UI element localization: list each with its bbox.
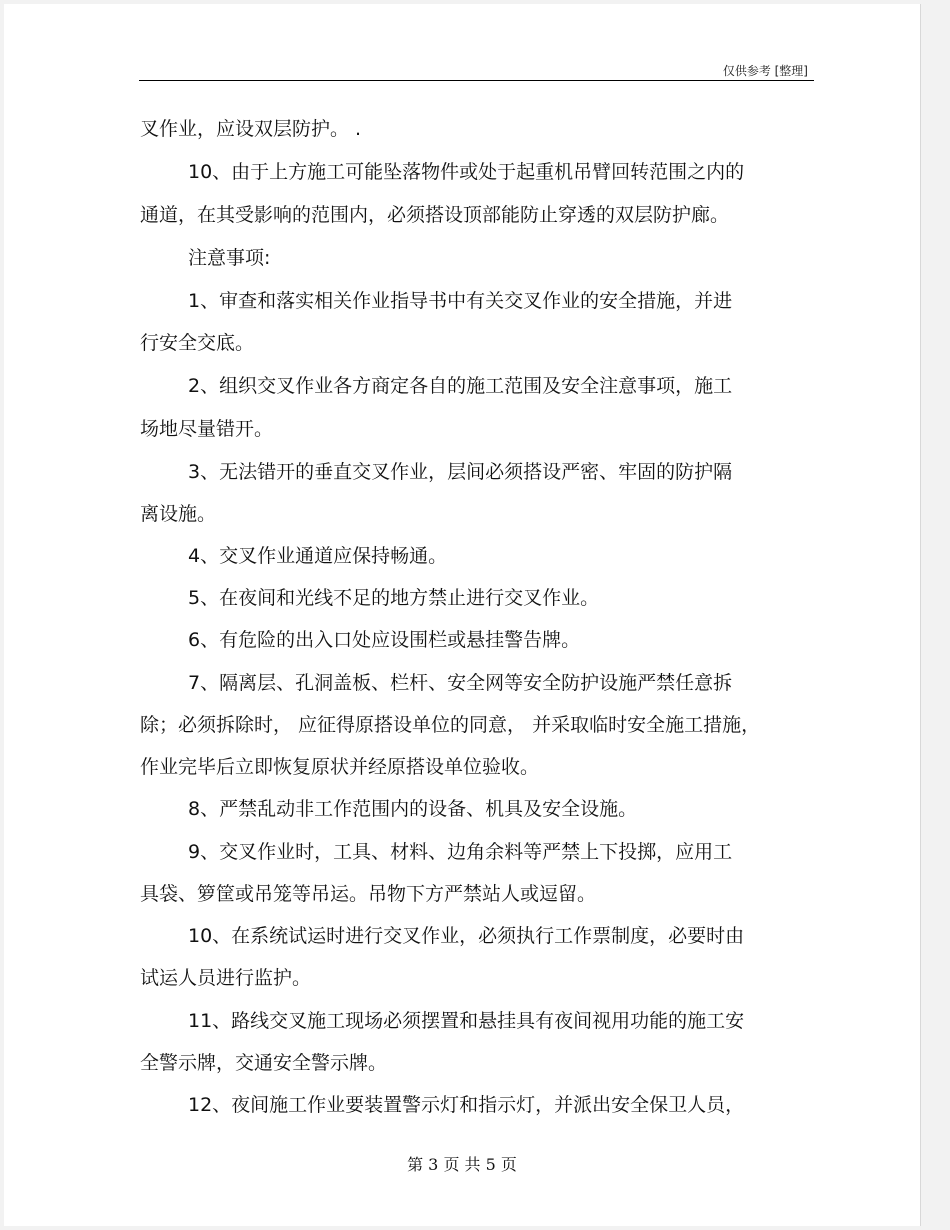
paragraph-line: 具袋、箩筐或吊笼等吊运。吊物下方严禁站人或逗留。 — [140, 883, 597, 905]
paragraph-line: 11、路线交叉施工现场必须摆置和悬挂具有夜间视用功能的施工安 — [188, 1010, 745, 1032]
paragraph-line: 2、组织交叉作业各方商定各自的施工范围及安全注意事项，施工 — [188, 375, 733, 397]
paragraph-line: 12、夜间施工作业要装置警示灯和指示灯，并派出安全保卫人员， — [188, 1094, 745, 1116]
header-divider — [139, 80, 814, 81]
paragraph-line: 叉作业，应设双层防护。 . — [140, 118, 362, 140]
section-heading: 注意事项: — [188, 247, 271, 269]
paragraph-line: 5、在夜间和光线不足的地方禁止进行交叉作业。 — [188, 587, 600, 609]
paragraph-line: 作业完毕后立即恢复原状并经原搭设单位验收。 — [140, 756, 540, 778]
paragraph-line: 场地尽量错开。 — [140, 418, 274, 440]
paragraph-line: 3、无法错开的垂直交叉作业，层间必须搭设严密、牢固的防护隔 — [188, 461, 733, 483]
paragraph-line: 通道，在其受影响的范围内，必须搭设顶部能防止穿透的双层防护廊。 — [140, 204, 730, 226]
paragraph-line: 离设施。 — [140, 503, 217, 525]
paragraph-line: 4、交叉作业通道应保持畅通。 — [188, 545, 448, 567]
paragraph-line: 除；必须拆除时， 应征得原搭设单位的同意， 并采取临时安全施工措施， — [140, 714, 761, 736]
header-label: 仅供参考 [整理] — [722, 64, 808, 78]
paragraph-line: 10、由于上方施工可能坠落物件或处于起重机吊臂回转范围之内的 — [188, 161, 745, 183]
paragraph-line: 全警示牌，交通安全警示牌。 — [140, 1052, 388, 1074]
paragraph-line: 10、在系统试运时进行交叉作业，必须执行工作票制度，必要时由 — [188, 925, 745, 947]
paragraph-line: 9、交叉作业时，工具、材料、边角余料等严禁上下投掷，应用工 — [188, 841, 733, 863]
paragraph-line: 8、严禁乱动非工作范围内的设备、机具及安全设施。 — [188, 798, 638, 820]
paragraph-line: 7、隔离层、孔洞盖板、栏杆、安全网等安全防护设施严禁任意拆 — [188, 672, 733, 694]
paragraph-line: 行安全交底。 — [140, 332, 255, 354]
paragraph-line: 6、有危险的出入口处应设围栏或悬挂警告牌。 — [188, 629, 581, 651]
document-page — [4, 4, 921, 1226]
paragraph-line: 1、审查和落实相关作业指导书中有关交叉作业的安全措施，并进 — [188, 290, 733, 312]
paragraph-line: 试运人员进行监护。 — [140, 967, 312, 989]
page-number-footer: 第 3 页 共 5 页 — [407, 1155, 517, 1174]
